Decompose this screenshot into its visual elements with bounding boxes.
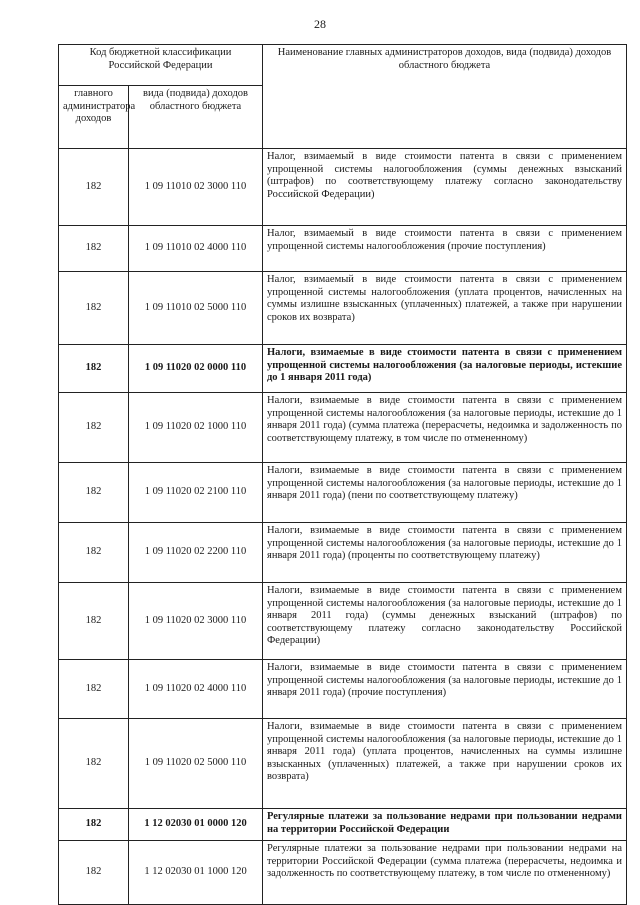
revenue-code-cell: 1 09 11020 02 3000 110 xyxy=(129,583,263,660)
revenue-name-cell: Налоги, взимаемые в виде стоимости патента в связи с применением упрощенной системы налогообложения (за налоговые периоды, истекшие до 1 января 2011 года) xyxy=(263,345,627,393)
table-row xyxy=(59,345,627,393)
admin-code-cell: 182 xyxy=(59,719,129,809)
revenue-name-cell: Налоги, взимаемые в виде стоимости патента в связи с применением упрощенной системы налогообложения (за налоговые периоды, истекшие до 1 января 2011 года) (уплата процентов, начисленных на суммы излишне взысканных (уплаченных) платежей, а также при нарушении сроков их возврата) xyxy=(263,719,627,809)
admin-code-cell: 182 xyxy=(59,583,129,660)
table-row xyxy=(59,272,627,345)
revenue-code-cell: 1 09 11020 02 5000 110 xyxy=(129,719,263,809)
revenue-name-cell: Налоги, взимаемые в виде стоимости патента в связи с применением упрощенной системы налогообложения (за налоговые периоды, истекшие до 1 января 2011 года) (прочие поступления) xyxy=(263,660,627,719)
revenue-code-cell: 1 09 11010 02 3000 110 xyxy=(129,149,263,226)
revenue-code-cell: 1 09 11020 02 4000 110 xyxy=(129,660,263,719)
header-name-column: Наименование главных администраторов доходов, вида (подвида) доходов областного бюджета xyxy=(263,45,627,149)
revenue-name-cell: Налоги, взимаемые в виде стоимости патента в связи с применением упрощенной системы налогообложения (за налоговые периоды, истекшие до 1 января 2011 года) (суммы денежных взысканий (штрафов) по соответствующему платежу согласно законодательству Российской Федерации) xyxy=(263,583,627,660)
table-row xyxy=(59,149,627,226)
admin-code-cell: 182 xyxy=(59,660,129,719)
revenue-name-cell: Регулярные платежи за пользование недрами при пользовании недрами на территории Российской Федерации (сумма платежа (перерасчеты, недоимка и задолженность по соответствующему платежу, в том числе по отмененному) xyxy=(263,841,627,905)
revenue-name-cell: Налоги, взимаемые в виде стоимости патента в связи с применением упрощенной системы налогообложения (за налоговые периоды, истекшие до 1 января 2011 года) (сумма платежа (перерасчеты, недоимка и задолженность по соответствующему платежу, в том числе по отмененному) xyxy=(263,393,627,463)
revenue-name-cell: Налог, взимаемый в виде стоимости патента в связи с применением упрощенной системы налогообложения (уплата процентов, начисленных на суммы излишне взысканных (уплаченных) платежей, а также при нарушении сроков их возврата) xyxy=(263,272,627,345)
admin-code-cell: 182 xyxy=(59,523,129,583)
table-row xyxy=(59,523,627,583)
table-row xyxy=(59,463,627,523)
table-row xyxy=(59,719,627,809)
revenue-name-cell: Налог, взимаемый в виде стоимости патента в связи с применением упрощенной системы налогообложения (прочие поступления) xyxy=(263,226,627,272)
revenue-name-cell: Регулярные платежи за пользование недрами при пользовании недрами на территории Российской Федерации xyxy=(263,809,627,841)
revenue-code-cell: 1 09 11020 02 0000 110 xyxy=(129,345,263,393)
revenue-code-cell: 1 09 11010 02 4000 110 xyxy=(129,226,263,272)
revenue-code-cell: 1 09 11020 02 1000 110 xyxy=(129,393,263,463)
admin-code-cell: 182 xyxy=(59,149,129,226)
revenue-code-cell: 1 12 02030 01 0000 120 xyxy=(129,809,263,841)
revenue-name-cell: Налог, взимаемый в виде стоимости патента в связи с применением упрощенной системы налогообложения (суммы денежных взысканий (штрафов) по соответствующему платежу согласно законодательству Российской Федерации) xyxy=(263,149,627,226)
header-admin-column: главного администратора доходов xyxy=(59,86,129,149)
table-row xyxy=(59,660,627,719)
table-row xyxy=(59,809,627,841)
admin-code-cell: 182 xyxy=(59,809,129,841)
admin-code-cell: 182 xyxy=(59,272,129,345)
header-kbk-group: Код бюджетной классификации Российской Федерации xyxy=(59,45,263,86)
admin-code-cell: 182 xyxy=(59,345,129,393)
revenue-name-cell: Налоги, взимаемые в виде стоимости патента в связи с применением упрощенной системы налогообложения (за налоговые периоды, истекшие до 1 января 2011 года) (проценты по соответствующему платежу) xyxy=(263,523,627,583)
admin-code-cell: 182 xyxy=(59,226,129,272)
revenue-classification-table xyxy=(58,44,627,905)
table-row xyxy=(59,841,627,905)
admin-code-cell: 182 xyxy=(59,393,129,463)
revenue-code-cell: 1 09 11020 02 2200 110 xyxy=(129,523,263,583)
table-row xyxy=(59,226,627,272)
revenue-name-cell: Налоги, взимаемые в виде стоимости патента в связи с применением упрощенной системы налогообложения (за налоговые периоды, истекшие до 1 января 2011 года) (пени по соответствующему платежу) xyxy=(263,463,627,523)
revenue-code-cell: 1 09 11020 02 2100 110 xyxy=(129,463,263,523)
header-type-column: вида (подвида) доходов областного бюджета xyxy=(129,86,263,149)
admin-code-cell: 182 xyxy=(59,463,129,523)
revenue-code-cell: 1 09 11010 02 5000 110 xyxy=(129,272,263,345)
page-number: 28 xyxy=(314,17,326,31)
table-row xyxy=(59,583,627,660)
admin-code-cell: 182 xyxy=(59,841,129,905)
revenue-code-cell: 1 12 02030 01 1000 120 xyxy=(129,841,263,905)
header-row-top xyxy=(59,45,627,86)
table-row xyxy=(59,393,627,463)
